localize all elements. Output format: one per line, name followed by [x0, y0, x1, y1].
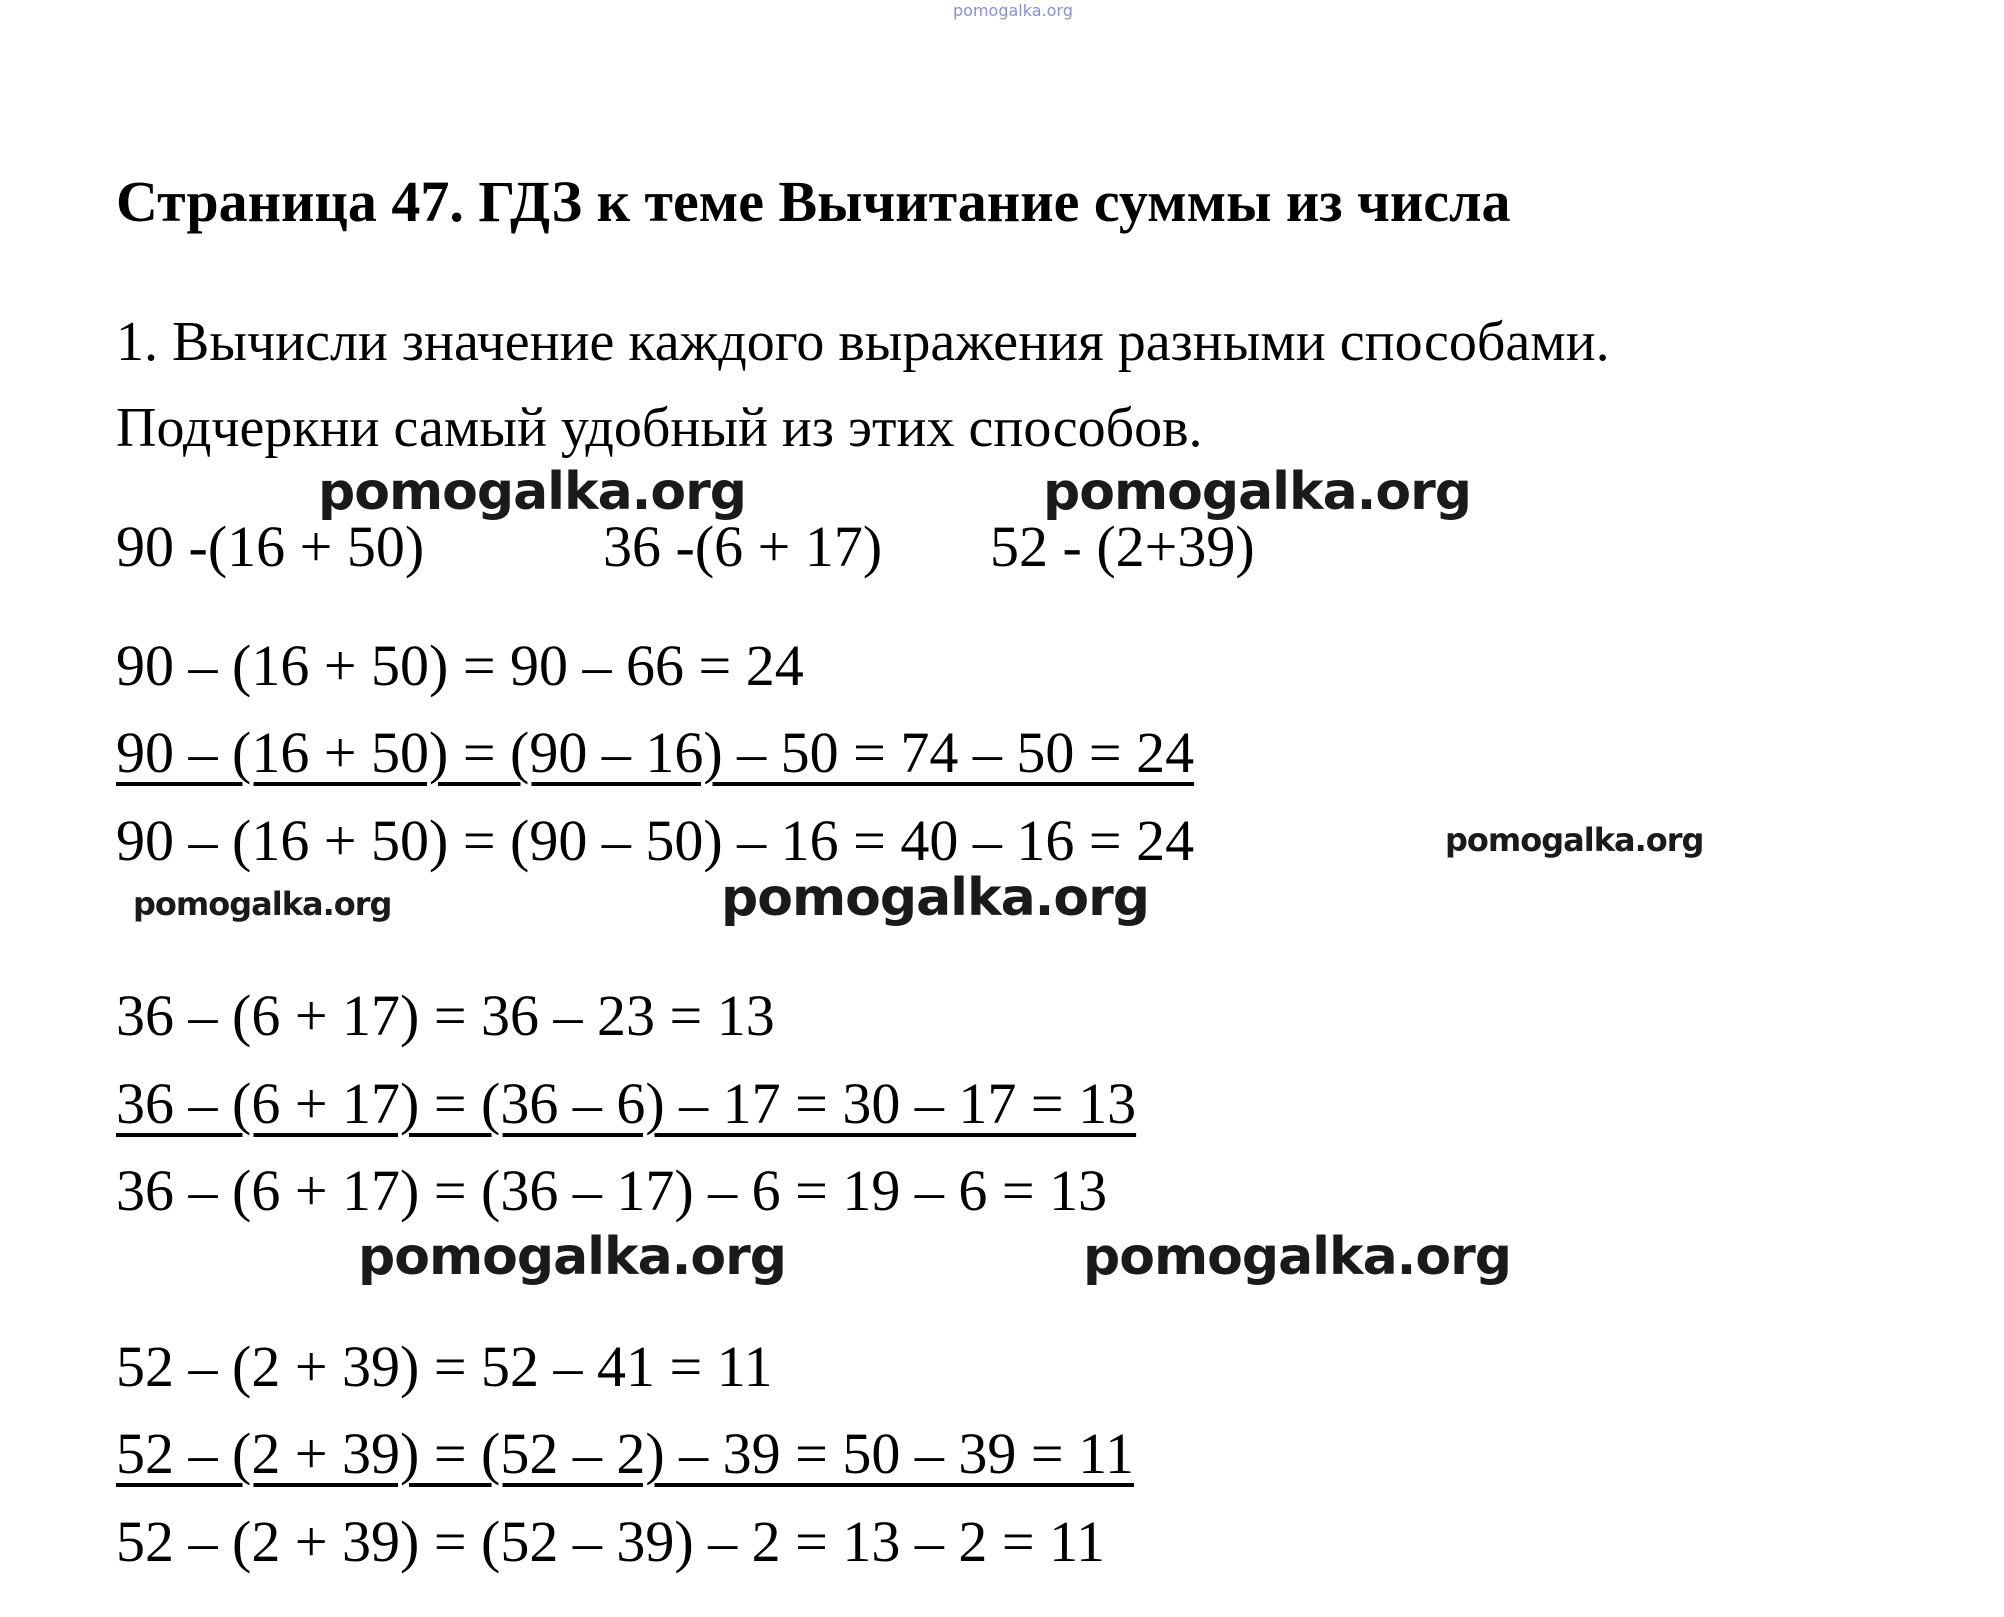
top-watermark: pomogalka.org [953, 1, 1073, 20]
solution-c-3: 52 – (2 + 39) = (52 – 39) – 2 = 13 – 2 = 11 [116, 1509, 1105, 1574]
watermark: pomogalka.org [1043, 462, 1472, 522]
watermark: pomogalka.org [1445, 821, 1704, 859]
page-title: Страница 47. ГДЗ к теме Вычитание суммы из числа [116, 169, 1511, 234]
solution-b-1: 36 – (6 + 17) = 36 – 23 = 13 [116, 983, 775, 1048]
expression-1: 90 -(16 + 50) [116, 514, 425, 579]
task-line-2: Подчеркни самый удобный из этих способов. [116, 397, 1203, 459]
solution-a-1: 90 – (16 + 50) = 90 – 66 = 24 [116, 633, 804, 698]
solution-c-2-best: 52 – (2 + 39) = (52 – 2) – 39 = 50 – 39 = 11 [116, 1421, 1134, 1486]
solution-b-3: 36 – (6 + 17) = (36 – 17) – 6 = 19 – 6 = 13 [116, 1158, 1108, 1223]
watermark: pomogalka.org [1083, 1227, 1512, 1287]
solution-b-2-best: 36 – (6 + 17) = (36 – 6) – 17 = 30 – 17 = 13 [116, 1071, 1137, 1136]
watermark: pomogalka.org [133, 885, 392, 923]
task-line-1: 1. Вычисли значение каждого выражения разными способами. [116, 311, 1610, 373]
expression-2: 36 -(6 + 17) [603, 514, 883, 579]
watermark: pomogalka.org [358, 1227, 787, 1287]
solution-c-1: 52 – (2 + 39) = 52 – 41 = 11 [116, 1334, 773, 1399]
watermark: pomogalka.org [721, 868, 1150, 928]
expression-3: 52 - (2+39) [990, 514, 1255, 579]
watermark: pomogalka.org [318, 462, 747, 522]
solution-a-2-best: 90 – (16 + 50) = (90 – 16) – 50 = 74 – 50 = 24 [116, 720, 1195, 785]
solution-a-3: 90 – (16 + 50) = (90 – 50) – 16 = 40 – 16 = 24 [116, 808, 1195, 873]
